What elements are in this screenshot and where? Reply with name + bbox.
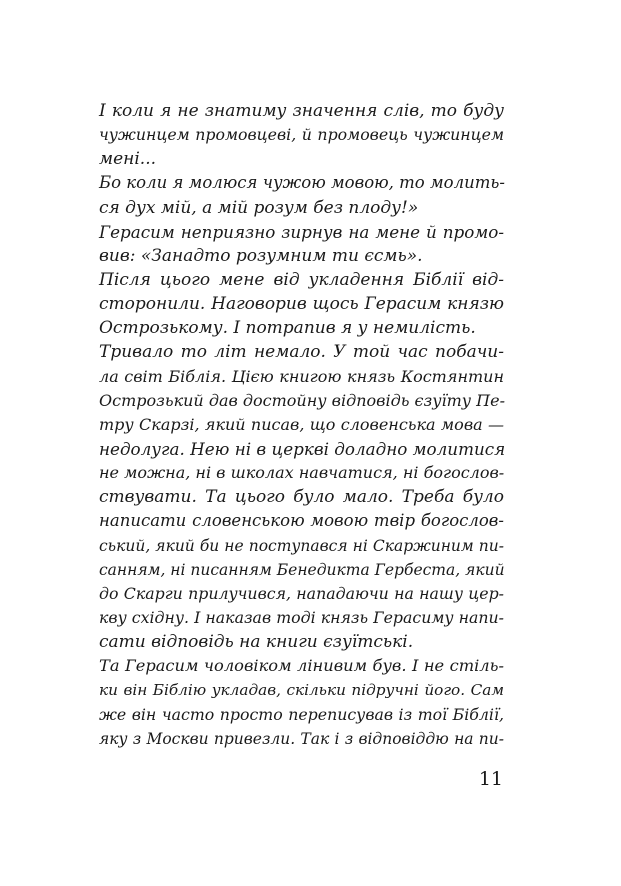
text-line: Та Герасим чоловіком лінивим був. І не стіль- bbox=[99, 656, 504, 676]
text-line: Після цього мене від укладення Біблії від- bbox=[99, 269, 504, 290]
text-line: Герасим неприязно зирнув на мене й промо- bbox=[99, 221, 504, 242]
text-line: недолуга. Нею ні в церкві доладно молитися bbox=[99, 438, 506, 459]
text-line: не можна, ні в школах навчатися, ні богослов- bbox=[99, 463, 505, 483]
text-line: І коли я не знатиму значення слів, то буду bbox=[99, 101, 504, 121]
page-number: 11 bbox=[478, 768, 503, 790]
text-line: ла світ Біблія. Цією книгою князь Костянтин bbox=[99, 366, 504, 386]
text-line: Бо коли я молюся чужою мовою, то молить- bbox=[99, 173, 505, 193]
text-line: яку з Москви привезли. Так і з відповіддю на пи- bbox=[99, 729, 504, 748]
text-line: ствувати. Та цього було мало. Треба було bbox=[99, 487, 504, 508]
text-line: сати відповідь на книги єзуїтські. bbox=[99, 632, 414, 653]
text-line: Острозький дав достойну відповідь єзуїту Пе- bbox=[99, 390, 505, 410]
text-line: же він часто просто переписував із тої Біблії, bbox=[99, 704, 504, 724]
text-line: ський, який би не поступався ні Скаржиним пи- bbox=[99, 536, 504, 555]
text-line: Острозькому. І потрапив я у немилість. bbox=[99, 318, 476, 339]
text-line: сторонили. Наговорив щось Герасим князю bbox=[99, 294, 504, 315]
text-line: до Скарги прилучився, нападаючи на нашу цер- bbox=[99, 583, 504, 603]
text-line: ки він Біблію укладав, скільки підручні його. Сам bbox=[99, 681, 504, 700]
body-text bbox=[99, 99, 504, 751]
text-line: чужинцем промовцеві, й промовець чужинцем bbox=[99, 125, 504, 145]
text-line: мені... bbox=[99, 149, 157, 170]
text-line: ся дух мій, а мій розум без плоду!» bbox=[99, 197, 419, 218]
text-line: Тривало то літ немало. У той час побачи- bbox=[99, 342, 504, 363]
text-line: тру Скарзі, який писав, що словенська мова — bbox=[99, 414, 504, 434]
text-line: санням, ні писанням Бенедикта Гербеста, який bbox=[99, 560, 505, 579]
text-line: кву східну. І наказав тоді князь Герасиму напи- bbox=[99, 607, 504, 627]
text-line: написати словенською мовою твір богослов- bbox=[99, 511, 504, 531]
text-line: вив: «Занадто розумним ти єсмь». bbox=[99, 245, 423, 266]
